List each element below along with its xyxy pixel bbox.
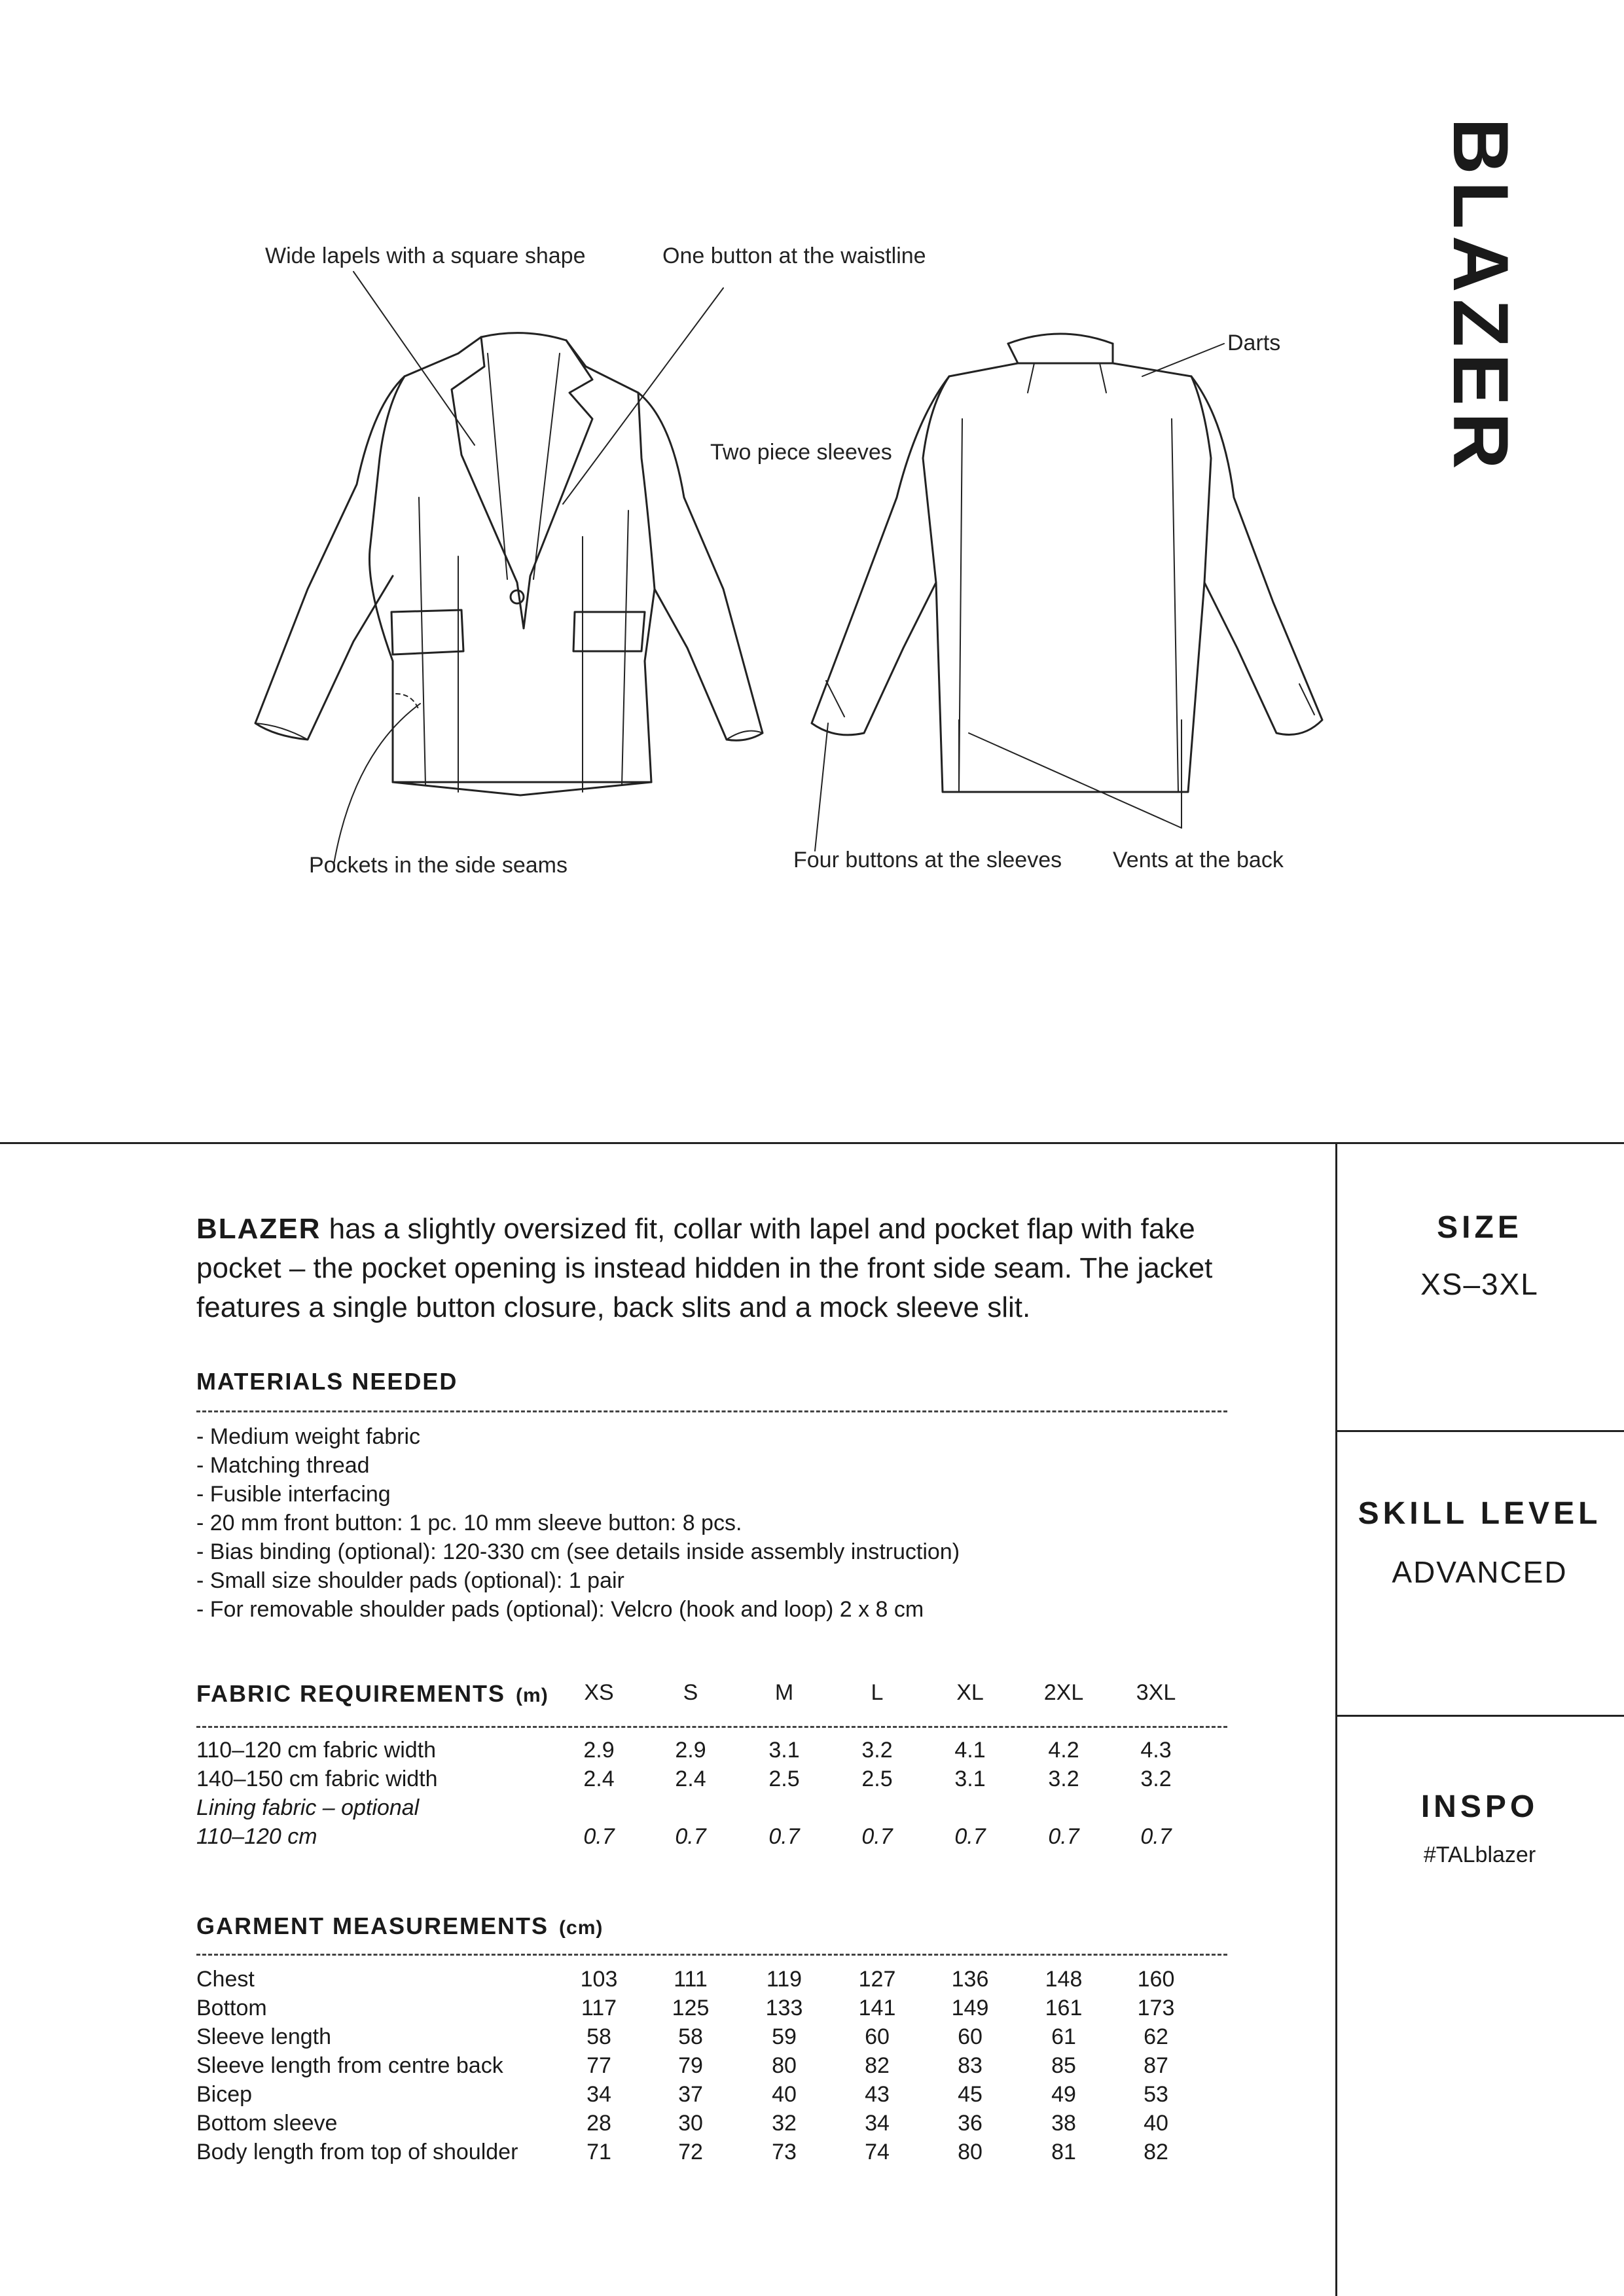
table-cell: 2.9 [675,1738,706,1763]
table-cell: 82 [1144,2140,1168,2164]
side-divider-1 [1335,1430,1624,1432]
table-cell: 0.7 [1140,1824,1172,1849]
list-item: - Matching thread [196,1453,370,1478]
table-cell: 40 [1144,2111,1168,2136]
size-heading: SIZE [1437,1210,1523,1245]
table-cell: 87 [1144,2053,1168,2078]
table-cell: 60 [958,2024,983,2049]
table-row [196,2111,1244,2140]
table-cell: 4.1 [954,1738,986,1763]
size-column-header: S [683,1680,698,1705]
divider-vertical [1335,1143,1337,2296]
table-cell: 2.5 [768,1767,800,1791]
garment-unit: (cm) [559,1917,604,1939]
callout-sleeve-buttons: Four buttons at the sleeves [793,848,1062,872]
size-column-header: XL [956,1680,984,1705]
table-cell: 117 [581,1996,617,2020]
table-cell: 0.7 [1048,1824,1079,1849]
table-cell: 38 [1051,2111,1076,2136]
front-view [255,333,763,795]
table-cell: 60 [865,2024,890,2049]
table-cell: 0.7 [675,1824,706,1849]
table-cell: 80 [958,2140,983,2164]
list-item: - Bias binding (optional): 120-330 cm (see details inside assembly instruction) [196,1539,960,1564]
table-cell: 74 [865,2140,890,2164]
row-label: 110–120 cm [196,1824,317,1849]
blazer-technical-sketch [0,0,1375,982]
table-cell: 127 [858,1967,896,1992]
callout-button: One button at the waistline [662,243,926,268]
table-cell: 45 [958,2082,983,2107]
table-row [196,1795,1244,1824]
table-cell: 141 [858,1996,896,2020]
table-cell: 34 [586,2082,611,2107]
table-row [196,1738,1244,1767]
table-cell: 83 [958,2053,983,2078]
table-cell: 53 [1144,2082,1168,2107]
table-cell: 160 [1137,1967,1175,1992]
list-item: - Fusible interfacing [196,1482,391,1507]
table-cell: 103 [580,1967,618,1992]
table-cell: 28 [586,2111,611,2136]
materials-list [196,1422,960,1624]
table-cell: 37 [678,2082,703,2107]
callout-vents: Vents at the back [1113,848,1284,872]
table-row [196,1767,1244,1795]
list-item: - For removable shoulder pads (optional): Velcro (hook and loop) 2 x 8 cm [196,1597,924,1622]
table-cell: 161 [1045,1996,1083,2020]
size-column-header: L [871,1680,884,1705]
fabric-heading [196,1680,549,1708]
row-label: Sleeve length from centre back [196,2053,503,2078]
table-cell: 0.7 [954,1824,986,1849]
table-cell: 125 [672,1996,710,2020]
size-value: XS–3XL [1420,1267,1539,1301]
table-cell: 80 [772,2053,797,2078]
table-cell: 2.5 [861,1767,893,1791]
skill-level-heading: SKILL LEVEL [1358,1496,1602,1531]
table-cell: 81 [1051,2140,1076,2164]
list-item: - 20 mm front button: 1 pc. 10 mm sleeve button: 8 pcs. [196,1511,742,1535]
page-title: BLAZER [1437,118,1525,476]
table-cell: 149 [951,1996,989,2020]
table-cell: 148 [1045,1967,1083,1992]
table-cell: 30 [678,2111,703,2136]
callout-darts: Darts [1227,331,1281,355]
size-column-header: 2XL [1043,1680,1084,1705]
garment-heading [196,1912,603,1940]
back-view [812,334,1322,792]
table-cell: 173 [1137,1996,1175,2020]
size-column-header: 3XL [1136,1680,1176,1705]
table-row [196,2082,1244,2111]
divider-horizontal [0,1142,1624,1144]
table-cell: 73 [772,2140,797,2164]
row-label: 140–150 cm fabric width [196,1767,438,1791]
table-cell: 79 [678,2053,703,2078]
table-cell: 119 [766,1967,803,1992]
table-cell: 2.9 [583,1738,615,1763]
table-cell: 82 [865,2053,890,2078]
table-cell: 34 [865,2111,890,2136]
description [196,1210,1244,1327]
table-cell: 3.1 [768,1738,800,1763]
table-cell: 77 [586,2053,611,2078]
list-item: - Small size shoulder pads (optional): 1 pair [196,1568,624,1593]
table-cell: 0.7 [583,1824,615,1849]
list-item: - Medium weight fabric [196,1424,421,1449]
row-label: Body length from top of shoulder [196,2140,518,2164]
table-cell: 71 [586,2140,611,2164]
row-label: 110–120 cm fabric width [196,1738,437,1763]
row-label: Chest [196,1967,255,1992]
table-cell: 0.7 [861,1824,893,1849]
materials-divider [196,1410,1227,1412]
table-cell: 49 [1051,2082,1076,2107]
fabric-unit: (m) [516,1685,549,1706]
inspo-heading: INSPO [1420,1789,1539,1824]
row-label: Lining fabric – optional [196,1795,420,1820]
garment-title: GARMENT MEASUREMENTS [196,1912,549,1939]
table-row [196,2140,1244,2168]
row-label: Sleeve length [196,2024,332,2049]
fabric-divider [196,1726,1227,1728]
garment-divider [196,1954,1227,1956]
table-row [196,1967,1244,1996]
inspo-hashtag: #TALblazer [1423,1842,1536,1867]
side-divider-2 [1335,1715,1624,1717]
table-cell: 2.4 [583,1767,615,1791]
table-cell: 0.7 [768,1824,800,1849]
table-cell: 2.4 [675,1767,706,1791]
size-column-header: XS [584,1680,614,1705]
table-cell: 3.2 [1048,1767,1079,1791]
table-cell: 3.2 [861,1738,893,1763]
table-row [196,1824,1244,1853]
materials-heading: MATERIALS NEEDED [196,1368,458,1395]
table-cell: 36 [958,2111,983,2136]
row-label: Bottom sleeve [196,2111,338,2136]
table-cell: 4.2 [1048,1738,1079,1763]
size-column-header: M [774,1680,794,1705]
table-cell: 62 [1144,2024,1168,2049]
table-cell: 40 [772,2082,797,2107]
callout-pockets: Pockets in the side seams [309,853,568,878]
table-cell: 61 [1051,2024,1076,2049]
callout-lapels: Wide lapels with a square shape [265,243,586,268]
table-cell: 111 [674,1967,708,1992]
description-name: BLAZER [196,1213,321,1245]
table-cell: 3.1 [954,1767,986,1791]
table-cell: 136 [951,1967,989,1992]
table-cell: 32 [772,2111,797,2136]
table-cell: 58 [586,2024,611,2049]
fabric-title: FABRIC REQUIREMENTS [196,1680,506,1707]
table-row [196,2053,1244,2082]
table-cell: 72 [678,2140,703,2164]
row-label: Bottom [196,1996,267,2020]
table-cell: 58 [678,2024,703,2049]
table-row [196,2024,1244,2053]
table-cell: 85 [1051,2053,1076,2078]
table-cell: 59 [772,2024,797,2049]
skill-level-value: ADVANCED [1392,1555,1568,1589]
table-row [196,1996,1244,2024]
table-cell: 3.2 [1140,1767,1172,1791]
description-text: has a slightly oversized fit, collar with lapel and pocket flap with fake pocket – the pocket opening is instead hidden in the front side seam. The jacket features a single button closure, back slits and a mock sleeve slit. [196,1213,1213,1323]
table-cell: 133 [765,1996,803,2020]
callout-sleeves: Two piece sleeves [710,440,892,465]
table-cell: 43 [865,2082,890,2107]
table-cell: 4.3 [1140,1738,1172,1763]
row-label: Bicep [196,2082,253,2107]
